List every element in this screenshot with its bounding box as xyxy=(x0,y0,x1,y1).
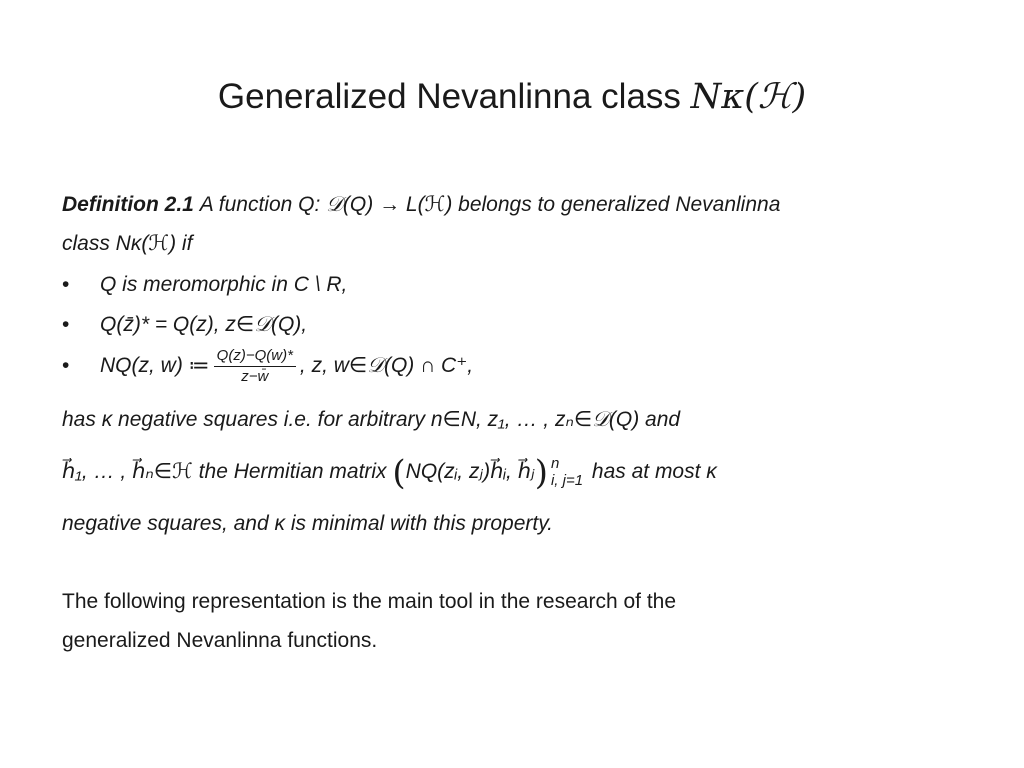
slide-title-text: Generalized Nevanlinna class xyxy=(217,77,691,116)
kernel-denominator: z−w̄ xyxy=(241,367,269,385)
kernel-domain: , z, w∈𝒟(Q) ∩ C⁺, xyxy=(299,354,474,377)
bullet-text xyxy=(100,344,473,388)
definition-label: Definition 2.1 xyxy=(62,193,194,216)
definition-line-hermitian xyxy=(62,452,717,493)
left-paren: ( xyxy=(392,453,406,493)
hermitian-start: h⃗₁, … , h⃗ₙ∈ℋ the Hermitian matrix xyxy=(62,460,393,483)
hermitian-end: has at most κ xyxy=(586,460,717,483)
bullet-marker: • xyxy=(62,273,70,296)
slide-title-math: Nκ(ℋ) xyxy=(690,77,807,117)
kernel-definition: NQ(z, w) ≔ xyxy=(100,354,210,377)
definition-line-minimal: negative squares, and κ is minimal with this property. xyxy=(62,512,553,535)
matrix-lower: i, j=1 xyxy=(550,472,584,490)
bullet-text: Q(z̄)* = Q(z), z∈𝒟(Q), xyxy=(100,313,308,336)
matrix-limits xyxy=(551,455,583,489)
paragraph-line-2: generalized Nevanlinna functions. xyxy=(62,629,378,652)
paragraph-line-1: The following representation is the main tool in the research of the xyxy=(62,590,677,613)
kernel-numerator: Q(z)−Q(w)* xyxy=(214,346,296,367)
definition-line-1 xyxy=(62,190,780,220)
bullet-marker: • xyxy=(62,313,70,336)
kernel-fraction xyxy=(214,346,296,387)
definition-line-2: class Nκ(ℋ) if xyxy=(62,232,193,255)
bullet-text: Q is meromorphic in C \ R, xyxy=(100,273,348,296)
slide-title xyxy=(0,74,1024,120)
matrix-upper: n xyxy=(550,455,560,473)
definition-line-negative-squares: has κ negative squares i.e. for arbitrary n∈N, z₁, … , zₙ∈𝒟(Q) and xyxy=(62,408,681,431)
bullet-marker: • xyxy=(62,354,70,377)
definition-intro: A function Q: 𝒟(Q) → L(ℋ) belongs to generalized Nevanlinna xyxy=(199,193,781,216)
right-paren: ) xyxy=(534,453,548,493)
matrix-body: NQ(zᵢ, zⱼ)h⃗ᵢ, h⃗ⱼ xyxy=(405,460,535,483)
